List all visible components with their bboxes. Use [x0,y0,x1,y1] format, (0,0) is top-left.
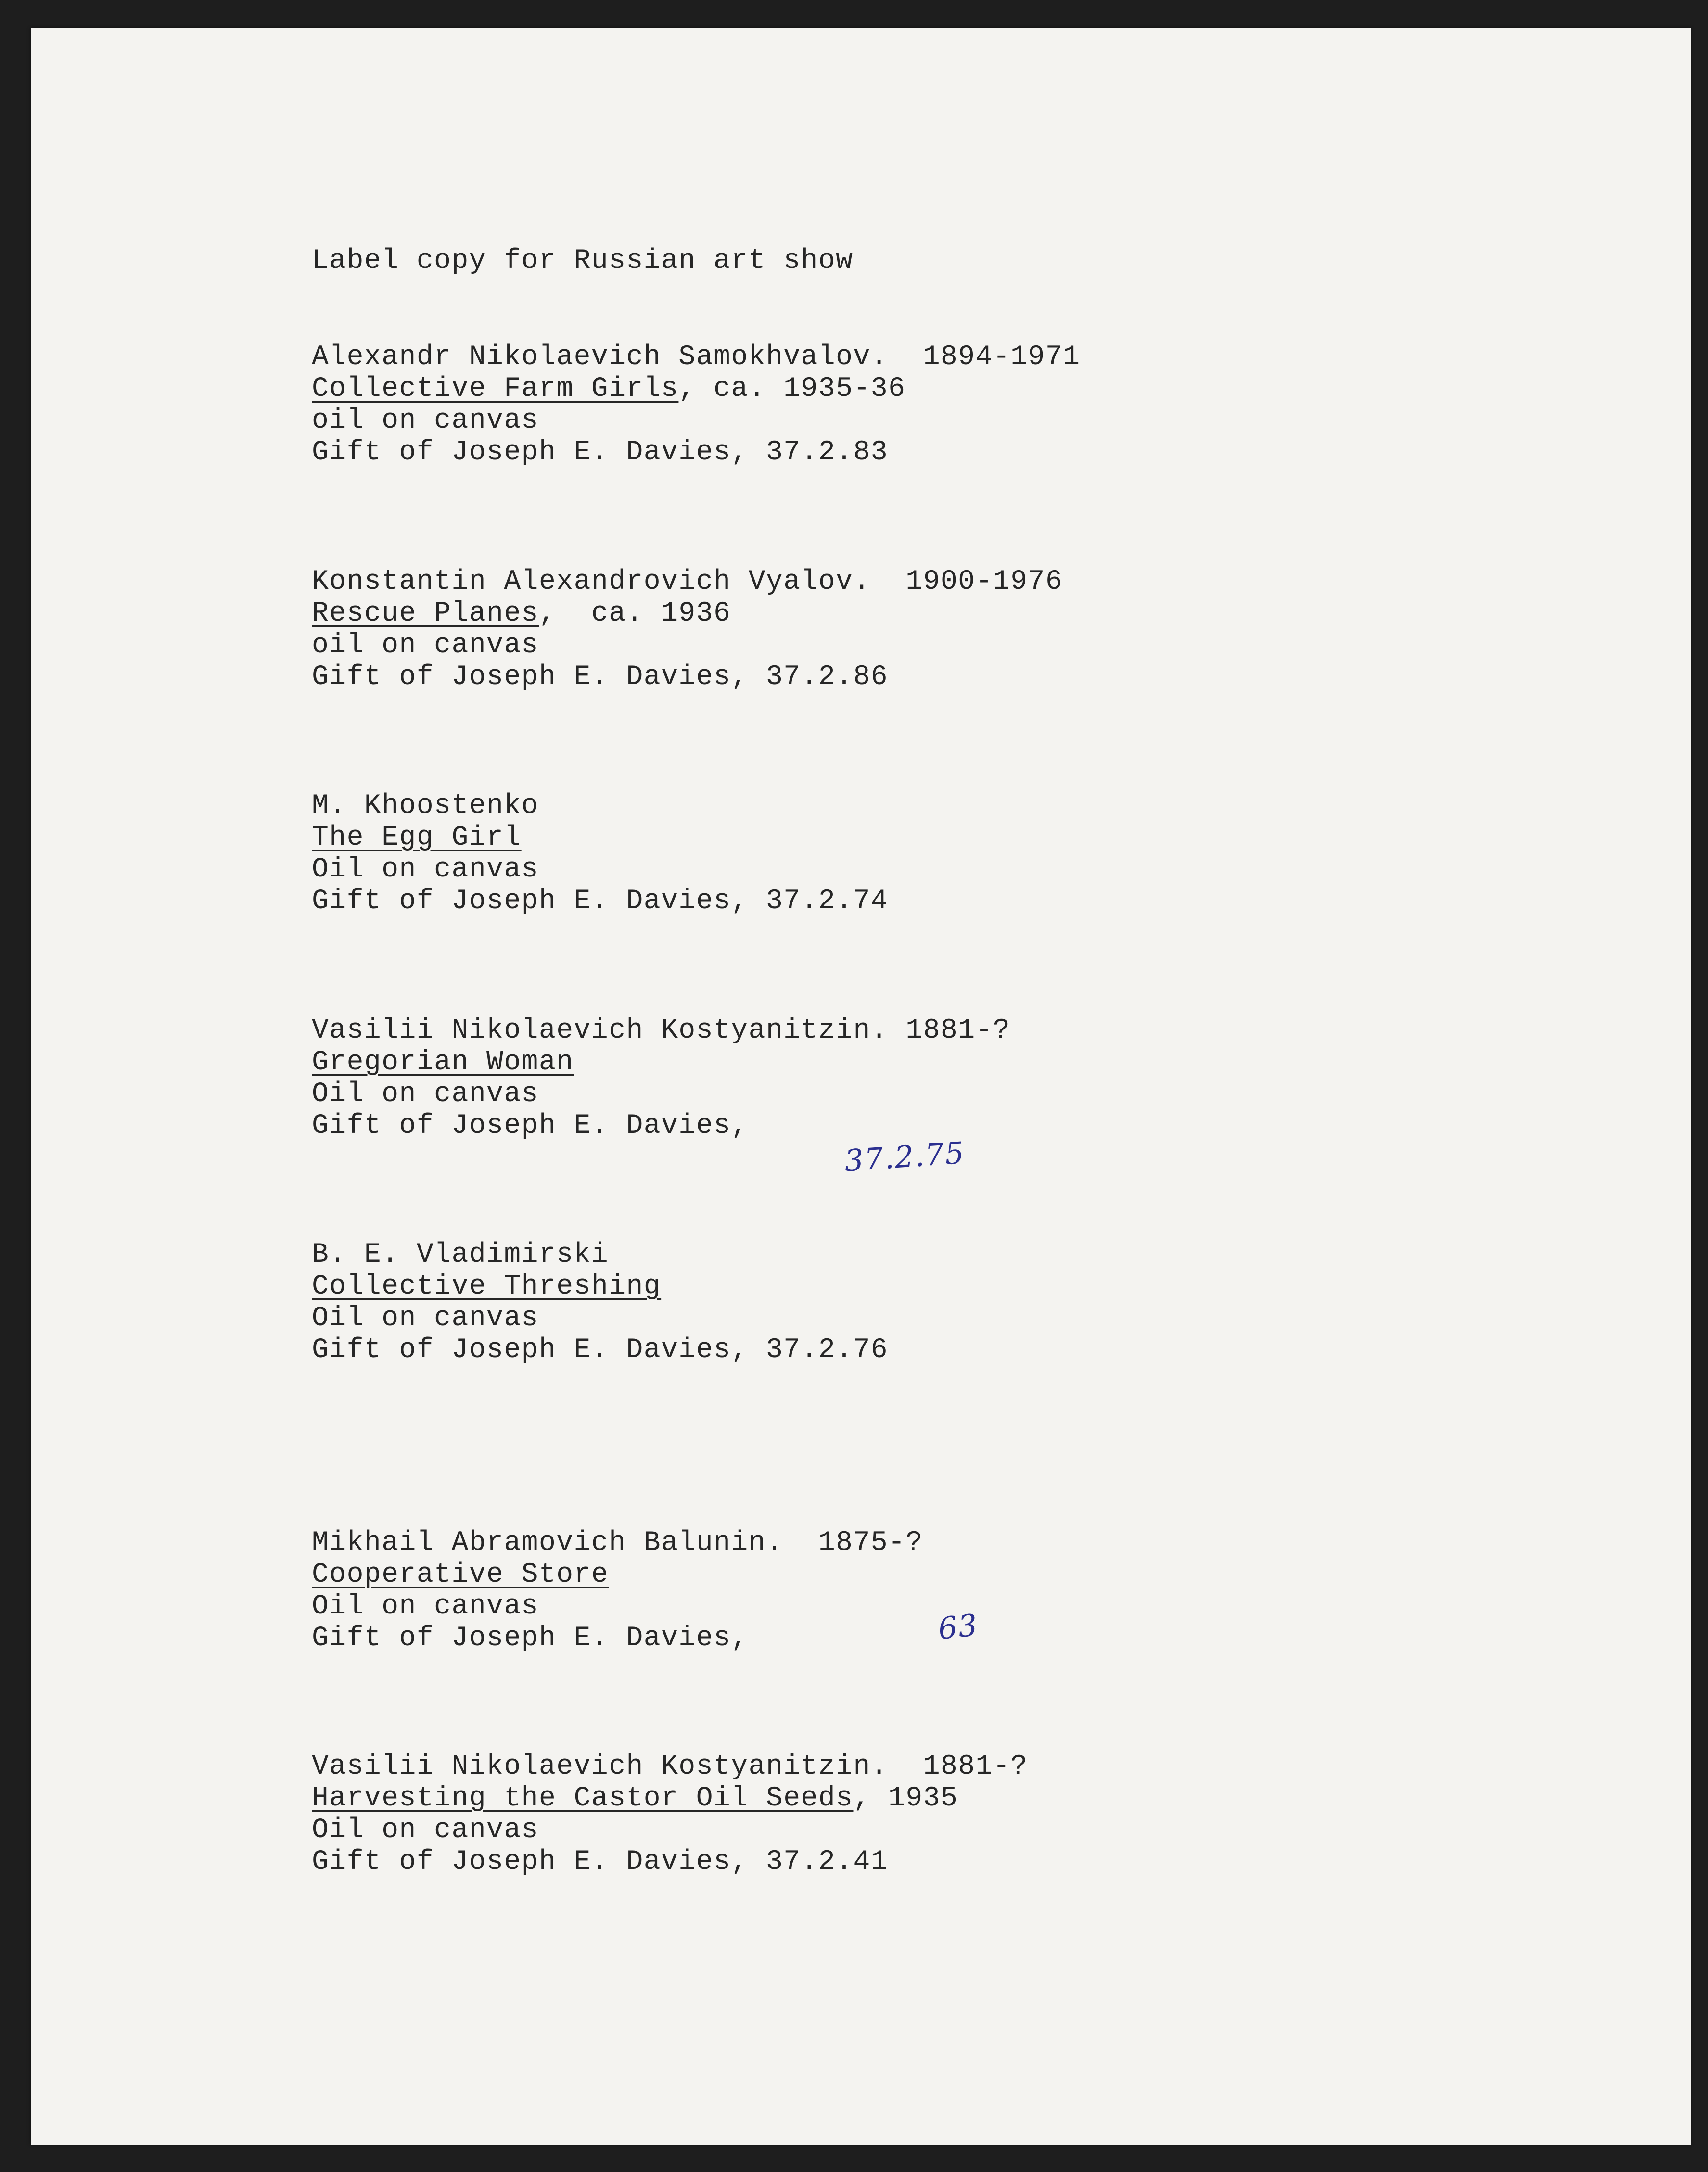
artwork-title-line [312,1783,1028,1815]
artist-line: Mikhail Abramovich Balunin. 1875-? [312,1527,923,1559]
artist-line: Vasilii Nikolaevich Kostyanitzin. 1881-? [312,1015,1011,1046]
artwork-title-line [312,598,1063,630]
artwork-title: Collective Farm Girls [312,373,679,405]
artwork-title-line [312,373,1080,405]
artist-line: Alexandr Nikolaevich Samokhvalov. 1894-1971 [312,342,1081,373]
label-entry [312,790,888,917]
medium-line: Oil on canvas [312,1591,539,1622]
credit-line: Gift of Joseph E. Davies, 37.2.41 [312,1846,889,1878]
artwork-title-line [312,822,888,854]
artist-line: M. Khoostenko [312,790,539,822]
medium-line: oil on canvas [312,630,539,661]
label-entry [312,1015,1010,1142]
artist-line: Vasilii Nikolaevich Kostyanitzin. 1881-? [312,1751,1028,1782]
medium-line: Oil on canvas [312,854,539,885]
label-entry [312,1751,1028,1878]
handwritten-number-note: 63 [936,1607,980,1647]
artist-line: Konstantin Alexandrovich Vyalov. 1900-1976 [312,566,1063,597]
artwork-title: Gregorian Woman [312,1047,574,1078]
artwork-title-line [312,1559,923,1591]
credit-line: Gift of Joseph E. Davies, 37.2.83 [312,437,889,468]
credit-line: Gift of Joseph E. Davies, [312,1623,749,1654]
medium-line: Oil on canvas [312,1079,539,1110]
label-entry [312,1239,888,1366]
artwork-title: Collective Threshing [312,1271,662,1302]
artist-line: B. E. Vladimirski [312,1239,609,1270]
credit-line: Gift of Joseph E. Davies, 37.2.74 [312,886,889,917]
artwork-title-line [312,1271,888,1303]
label-entry [312,1527,923,1654]
artwork-title: Cooperative Store [312,1559,609,1590]
artwork-date: , ca. 1936 [538,598,731,629]
credit-line: Gift of Joseph E. Davies, 37.2.86 [312,661,889,693]
artwork-date: , 1935 [853,1783,958,1814]
artwork-title: Rescue Planes [312,598,539,629]
medium-line: Oil on canvas [312,1815,539,1846]
label-entry [312,566,1063,693]
medium-line: Oil on canvas [312,1303,539,1334]
credit-line: Gift of Joseph E. Davies, 37.2.76 [312,1334,889,1366]
medium-line: oil on canvas [312,405,539,436]
artwork-title: Harvesting the Castor Oil Seeds [312,1783,854,1814]
artwork-date: , ca. 1935-36 [678,373,906,405]
handwritten-accession-note: 37.2.75 [843,1135,966,1179]
artwork-title: The Egg Girl [312,822,522,853]
credit-line: Gift of Joseph E. Davies, [312,1110,749,1142]
document-heading: Label copy for Russian art show [312,245,854,277]
artwork-title-line [312,1047,1010,1079]
label-entry [312,342,1080,469]
